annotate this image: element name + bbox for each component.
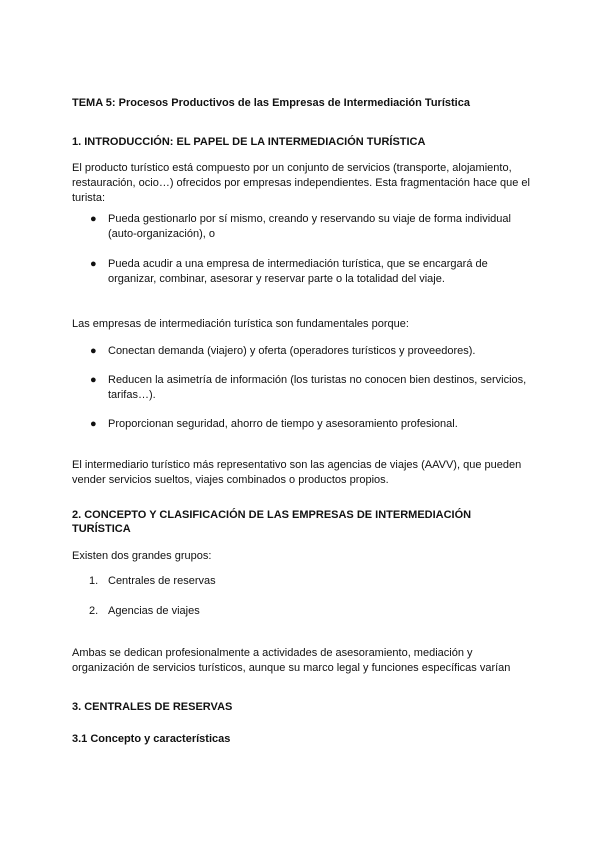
bullet-icon: ● xyxy=(90,418,97,430)
list-item xyxy=(72,373,532,403)
section-1-bullets-b xyxy=(72,344,532,432)
section-2-intro: Existen dos grandes grupos: xyxy=(72,550,212,562)
section-3-heading: 3. CENTRALES DE RESERVAS xyxy=(72,701,233,713)
section-2-paragraph: Ambas se dedican profesionalmente a actividades de asesoramiento, mediación y organización de servicios turísticos, aunque su marco legal y funciones específicas varían xyxy=(72,647,511,674)
section-1-bullets-a xyxy=(72,212,532,287)
section-1-paragraph-3: El intermediario turístico más representativo son las agencias de viajes (AAVV), que pueden vender servicios sueltos, viajes combinados o productos propios. xyxy=(72,459,522,486)
list-item-text: Reducen la asimetría de información (los turistas no conocen bien destinos, servicios, tarifas…). xyxy=(108,374,527,401)
list-item xyxy=(72,417,532,432)
bullet-icon: ● xyxy=(90,258,97,270)
bullet-icon: ● xyxy=(90,213,97,225)
list-item-text: Centrales de reservas xyxy=(108,575,216,587)
list-item-text: Agencias de viajes xyxy=(108,605,200,617)
list-item xyxy=(72,574,532,589)
bullet-icon: ● xyxy=(90,374,97,386)
list-item-text: Pueda acudir a una empresa de intermediación turística, que se encargará de organizar, combinar, asesorar y reservar parte o la totalidad del viaje. xyxy=(108,258,488,285)
list-number: 2. xyxy=(89,605,99,617)
section-1-paragraph-2: Las empresas de intermediación turística son fundamentales porque: xyxy=(72,318,409,330)
list-item-text: Conectan demanda (viajero) y oferta (operadores turísticos y proveedores). xyxy=(108,345,476,357)
section-1-heading: 1. INTRODUCCIÓN: EL PAPEL DE LA INTERMEDIACIÓN TURÍSTICA xyxy=(72,136,426,148)
section-1-intro: El producto turístico está compuesto por un conjunto de servicios (transporte, alojamiento, restauración, ocio…) ofrecidos por empresas independientes. Esta fragmentación hace que el turista: xyxy=(72,162,530,204)
list-item xyxy=(72,604,532,619)
list-number: 1. xyxy=(89,575,99,587)
section-3-1-heading: 3.1 Concepto y características xyxy=(72,733,231,745)
list-item-text: Proporcionan seguridad, ahorro de tiempo y asesoramiento profesional. xyxy=(108,418,458,430)
section-2-numbered-list xyxy=(72,574,532,619)
document-page xyxy=(72,96,532,746)
document-title: TEMA 5: Procesos Productivos de las Empresas de Intermediación Turística xyxy=(72,97,470,109)
list-item xyxy=(72,257,532,287)
bullet-icon: ● xyxy=(90,345,97,357)
list-item xyxy=(72,344,532,359)
list-item-text: Pueda gestionarlo por sí mismo, creando y reservando su viaje de forma individual (auto-organización), o xyxy=(108,213,511,240)
list-item xyxy=(72,212,532,242)
section-2-heading: 2. CONCEPTO Y CLASIFICACIÓN DE LAS EMPRESAS DE INTERMEDIACIÓN TURÍSTICA xyxy=(72,509,472,535)
